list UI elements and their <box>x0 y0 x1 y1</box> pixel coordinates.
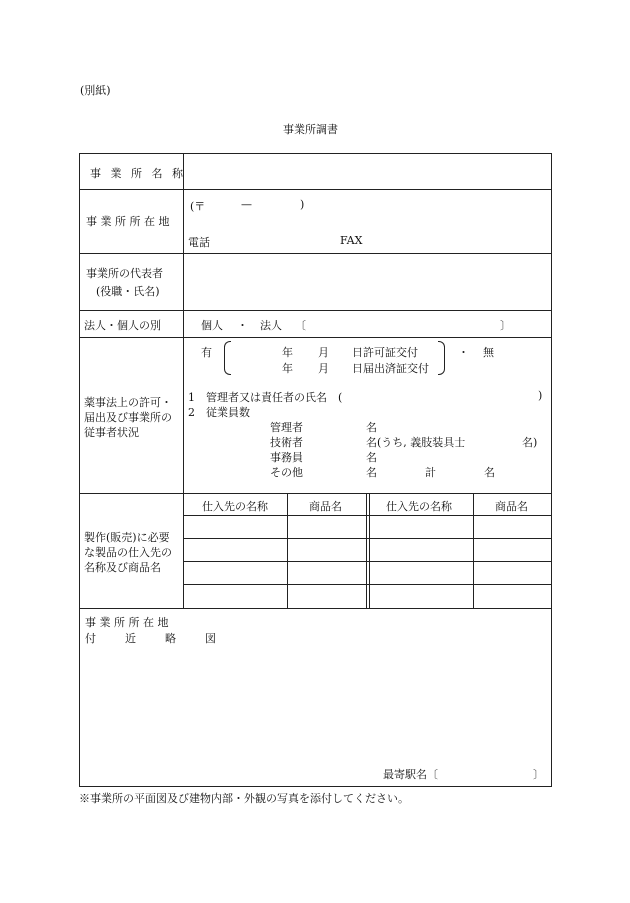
corp-separator: ・ <box>237 319 248 332</box>
map-label-line-1: 事 業 所 所 在 地 <box>85 616 169 629</box>
employee-count-label: 2 従業員数 <box>188 406 250 419</box>
staff-total-unit: 名 <box>484 466 495 479</box>
manager-name-close: ) <box>538 389 543 402</box>
staff-total-label: 計 <box>425 466 436 479</box>
license-bracket-right <box>438 341 445 375</box>
corp-bracket-open: 〔 <box>295 319 306 332</box>
fax-label: FAX <box>340 234 363 247</box>
staff-role-technician: 技術者 <box>270 436 303 449</box>
business-name-field[interactable] <box>186 156 548 186</box>
staff-unit-technician: 名(うち, 義肢装具士 <box>366 436 466 449</box>
map-label-line-2: 付 近 略 図 <box>85 632 225 645</box>
document-title: 事業所調書 <box>283 123 338 136</box>
staff-unit-manager: 名 <box>366 421 377 434</box>
supply-label-line-1: 製作(販売)に必要 <box>84 531 170 544</box>
phone-label: 電話 <box>188 236 210 249</box>
row-divider <box>79 253 552 254</box>
supply-label-line-3: 名称及び商品名 <box>84 561 161 574</box>
representative-field[interactable] <box>186 256 548 306</box>
supply-row-divider <box>183 538 552 539</box>
license-label-line-3: 従事者状況 <box>84 426 139 439</box>
supply-col-divider <box>473 493 474 608</box>
supply-col-divider <box>287 493 288 608</box>
supply-header-divider <box>183 515 552 516</box>
permit-month: 月 <box>318 346 329 359</box>
product-header-1: 商品名 <box>309 500 342 513</box>
staff-unit-other: 名 <box>366 466 377 479</box>
table-bottom-border <box>79 786 552 787</box>
supply-label-line-2: な製品の仕入先の <box>84 546 172 559</box>
license-label-line-2: 届出及び事業所の <box>84 411 172 424</box>
corp-bracket-close: 〕 <box>500 319 511 332</box>
staff-unit-clerk: 名 <box>366 451 377 464</box>
postal-code-dash: — <box>241 198 252 211</box>
representative-label: 事業所の代表者 <box>86 267 163 280</box>
row-divider <box>79 310 552 311</box>
row-divider <box>79 189 552 190</box>
label-column-divider <box>183 153 184 608</box>
supply-row-divider <box>183 584 552 585</box>
representative-sublabel: (役職・氏名) <box>96 285 160 298</box>
postal-code-open: (〒 <box>190 200 206 213</box>
map-drawing-area[interactable] <box>185 612 547 762</box>
supplier-header-1: 仕入先の名称 <box>202 500 268 513</box>
table-left-border <box>79 153 80 787</box>
permit-year: 年 <box>282 346 293 359</box>
nearest-station-close: 〕 <box>533 768 544 781</box>
staff-role-clerk: 事務員 <box>270 451 303 464</box>
row-divider <box>79 608 552 609</box>
supply-row-divider <box>183 561 552 562</box>
table-right-border <box>551 153 552 787</box>
supply-col-divider-double-b <box>369 493 370 608</box>
table-top-border <box>79 153 552 154</box>
license-bracket-left <box>224 341 231 375</box>
business-name-label: 事 業 所 名 称 <box>90 167 186 180</box>
staff-role-manager: 管理者 <box>270 421 303 434</box>
license-label-line-1: 薬事法上の許可・ <box>84 396 172 409</box>
notify-issued-label: 日届出済証交付 <box>352 362 429 375</box>
license-no-option[interactable]: 無 <box>483 346 494 359</box>
supplier-header-2: 仕入先の名称 <box>386 500 452 513</box>
notify-month: 月 <box>318 362 329 375</box>
corp-corporation-option[interactable]: 法人 <box>260 319 282 332</box>
corp-individual-option[interactable]: 個人 <box>201 319 223 332</box>
staff-role-other: その他 <box>270 466 303 479</box>
row-divider <box>79 337 552 338</box>
permit-issued-label: 日許可証交付 <box>352 346 418 359</box>
notify-year: 年 <box>282 362 293 375</box>
attachment-label: (別紙) <box>80 84 111 97</box>
license-yes-option[interactable]: 有 <box>201 346 212 359</box>
product-header-2: 商品名 <box>495 500 528 513</box>
postal-code-close: ) <box>300 198 305 211</box>
footer-note: ※事業所の平面図及び建物内部・外観の写真を添付してください。 <box>79 792 409 805</box>
business-address-label: 事 業 所 所 在 地 <box>86 215 170 228</box>
corp-type-label: 法人・個人の別 <box>84 319 161 332</box>
nearest-station-label: 最寄駅名〔 <box>383 768 438 781</box>
row-divider <box>79 493 552 494</box>
staff-prosthetist-unit: 名) <box>522 436 538 449</box>
license-separator: ・ <box>458 346 469 359</box>
supply-col-divider-double-a <box>366 493 367 608</box>
manager-name-label: 1 管理者又は責任者の氏名 ( <box>188 391 343 404</box>
